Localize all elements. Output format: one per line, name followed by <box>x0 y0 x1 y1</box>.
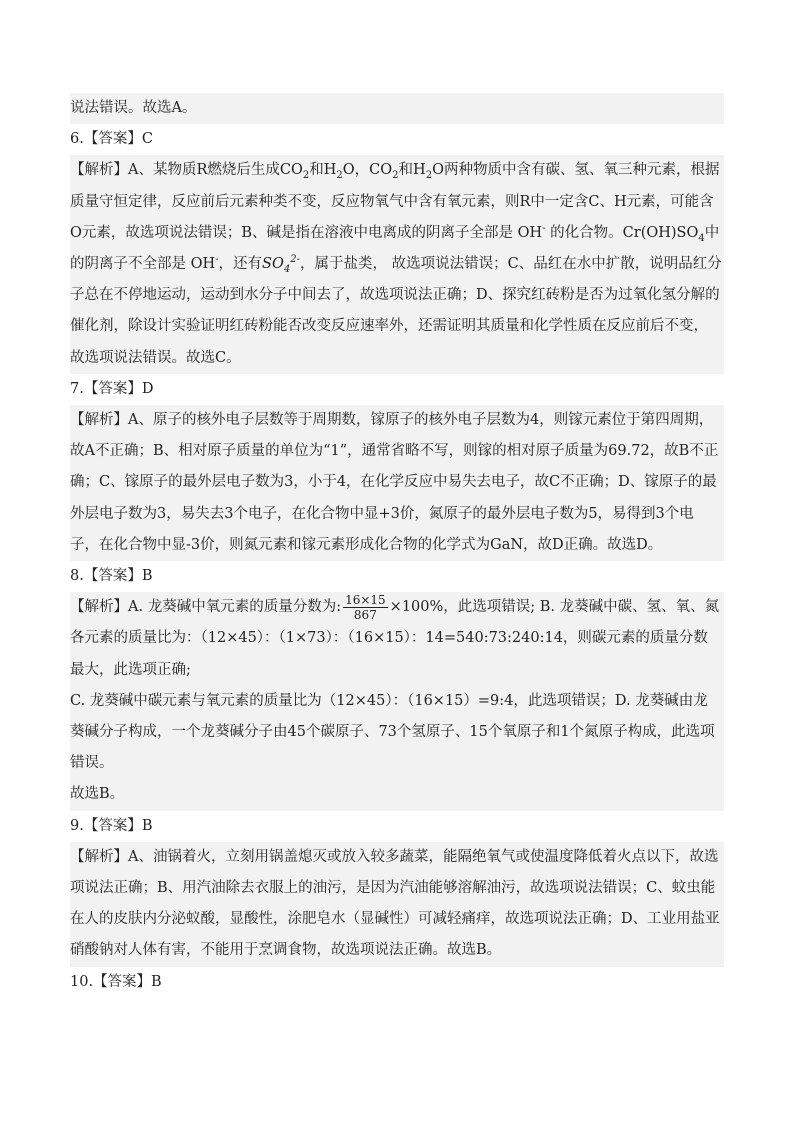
q9-analysis <box>70 842 724 967</box>
q6-analysis-text: 【解析】A、某物质R燃烧后生成$CO_2$和$H_2O$，$CO_2$和$H_2O$两种物质中含有碳、氢、氧三种元素，根据质量守恒定律，反应前后元素种类不变，反应物氧气中含有氧元素，则R中一定含C、H元素，可能含O元素，故选项说法错误；B、碱是指在溶液中电离成的阴离子全部是 OH- 的化合物。$Cr(OH)SO_4$中的阴离子不全部是 OH-，还有$SO_4^{2-}$，属于盐类， 故选项说法错误；C、品红在水中扩散，说明品红分子总在不停地运动，运动到水分子中间去了，故选项说法正确；D、探究红砖粉是否为过氧化氢分解的催化剂，除设计实验证明红砖粉能否改变反应速率外，还需证明其质量和化学性质在反应前后不变，故选项说法错误。故选C。 <box>70 162 722 366</box>
q7-answer: 7.【答案】D <box>70 380 154 397</box>
q9-analysis-text: 【解析】A、油锅着火，立刻用锅盖熄灭或放入较多蔬菜，能隔绝氧气或使温度降低着火点以下，故选项说法正确；B、用汽油除去衣服上的油污，是因为汽油能够溶解油污，故选项说法错误；C、蚊虫能在人的皮肤内分泌蚁酸，显酸性，涂肥皂水（显碱性）可减轻痛痒，故选项说法正确；D、工业用盐亚硝酸钠对人体有害，不能用于烹调食物，故选项说法正确。故选B。 <box>70 848 720 959</box>
q6-analysis <box>70 155 724 373</box>
q9-answer: 9.【答案】B <box>70 817 153 834</box>
q8-conclusion: 故选B。 <box>70 786 125 803</box>
q5-analysis-tail <box>70 93 724 124</box>
q8-analysis-text-c: C. 龙葵碱中碳元素与氧元素的质量比为（12×45）：（16×15）=9:4，此选项错误；D. 龙葵碱由龙葵碱分子构成，一个龙葵碱分子由45个碳原子、73个氢原子、15个氧原子和1个氮原子构成，此选项错误。 <box>70 692 715 772</box>
q10-answer: 10.【答案】B <box>70 973 162 990</box>
q8-analysis <box>70 592 724 810</box>
q5-tail-text: 说法错误。故选A。 <box>70 100 197 116</box>
mass-fraction: $\frac{16\times 15}{867}$ <box>345 592 386 622</box>
answer-page <box>70 93 724 998</box>
sulfate-ion-formula: $SO_4^{2-}$ <box>262 254 300 275</box>
q8-answer: 8.【答案】B <box>70 568 153 585</box>
q6-answer: 6.【答案】C <box>70 131 153 148</box>
q7-analysis-text: 【解析】A、原子的核外电子层数等于周期数，镓原子的核外电子层数为4，则镓元素位于第四周期，故A不正确；B、相对原子质量的单位为“1”，通常省略不写，则镓的相对原子质量为69.72，故B不正确；C、镓原子的最外层电子数为3，小于4，在化学反应中易失去电子，故C不正确；D、镓原子的最外层电子数为3，易失去3个电子，在化合物中显+3价，氮原子的最外层电子数为5，易得到3个电子，在化合物中显-3价，则氮元素和镓元素形成化合物的化学式为GaN，故D正确。故选D。 <box>70 412 719 553</box>
q7-analysis <box>70 405 724 561</box>
q8-analysis-text: 【解析】A. 龙葵碱中氧元素的质量分数为: $\frac{16\times 15}{867}$ ×100%，此选项错误; B. 龙葵碱中碳、氢、氧、氮各元素的质量比为：（12×45）：（1×73）：（16×15）：14=540:73:240:14，则碳元素的质量分数最大，此选项正确; <box>70 592 720 678</box>
